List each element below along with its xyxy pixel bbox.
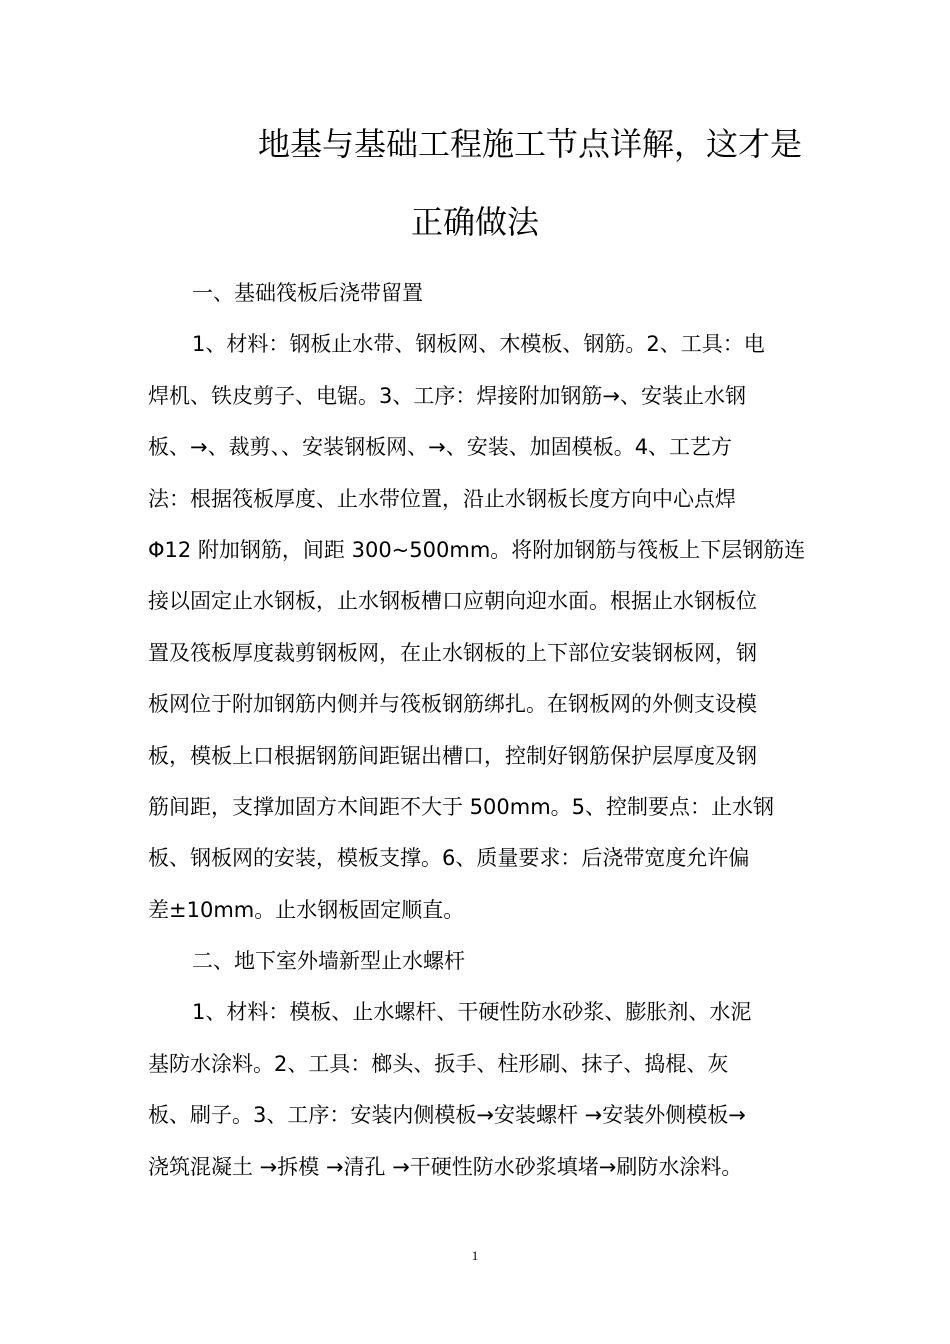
paragraph-line: 法：根据筏板厚度、止水带位置，沿止水钢板长度方向中心点焊 [148, 486, 736, 511]
section-heading-1: 一、基础筏板后浇带留置 [192, 281, 423, 305]
document-title-line-1: 地基与基础工程施工节点详解，这才是 [258, 125, 803, 163]
paragraph-line: 板，模板上口根据钢筋间距锯出槽口，控制好钢筋保护层厚度及钢 [148, 743, 757, 768]
paragraph-line: 浇筑混凝土 →拆模 →清孔 →干硬性防水砂浆填堵→刷防水涂料。 [148, 1154, 743, 1179]
paragraph-line: Φ12 附加钢筋，间距 300~500mm。将附加钢筋与筏板上下层钢筋连 [148, 537, 806, 562]
paragraph-line: 接以固定止水钢板，止水钢板槽口应朝向迎水面。根据止水钢板位 [148, 589, 757, 614]
section-heading-2: 二、地下室外墙新型止水螺杆 [192, 949, 465, 974]
paragraph-line: 置及筏板厚度裁剪钢板网，在止水钢板的上下部位安装钢板网，钢 [148, 640, 757, 665]
paragraph-line: 板、钢板网的安装，模板支撑。6、质量要求：后浇带宽度允许偏 [148, 846, 750, 871]
paragraph-line: 基防水涂料。2、工具：榔头、扳手、柱形刷、抹子、捣棍、灰 [148, 1051, 729, 1076]
paragraph-line: 板、→、裁剪、、安装钢板网、→、安装、加固模板。4、工艺方 [148, 435, 733, 460]
document-body [148, 268, 806, 1193]
paragraph-line: 1、材料：模板、止水螺杆、干硬性防水砂浆、膨胀剂、水泥 [192, 1000, 752, 1025]
paragraph-line: 板、刷子。3、工序：安装内侧模板→安装螺杆 →安装外侧模板→ [148, 1103, 746, 1128]
document-title-line-2: 正确做法 [410, 203, 539, 241]
paragraph-line: 1、材料：钢板止水带、钢板网、木模板、钢筋。2、工具：电 [192, 332, 765, 357]
page-number: 1 [471, 1248, 479, 1263]
paragraph-line: 焊机、铁皮剪子、电锯。3、工序：焊接附加钢筋→、安装止水钢 [148, 383, 746, 408]
paragraph-line: 筋间距，支撑加固方木间距不大于 500mm。5、控制要点：止水钢 [148, 794, 775, 819]
paragraph-line: 差±10mm。止水钢板固定顺直。 [148, 897, 465, 922]
paragraph-line: 板网位于附加钢筋内侧并与筏板钢筋绑扎。在钢板网的外侧支设模 [148, 692, 757, 717]
